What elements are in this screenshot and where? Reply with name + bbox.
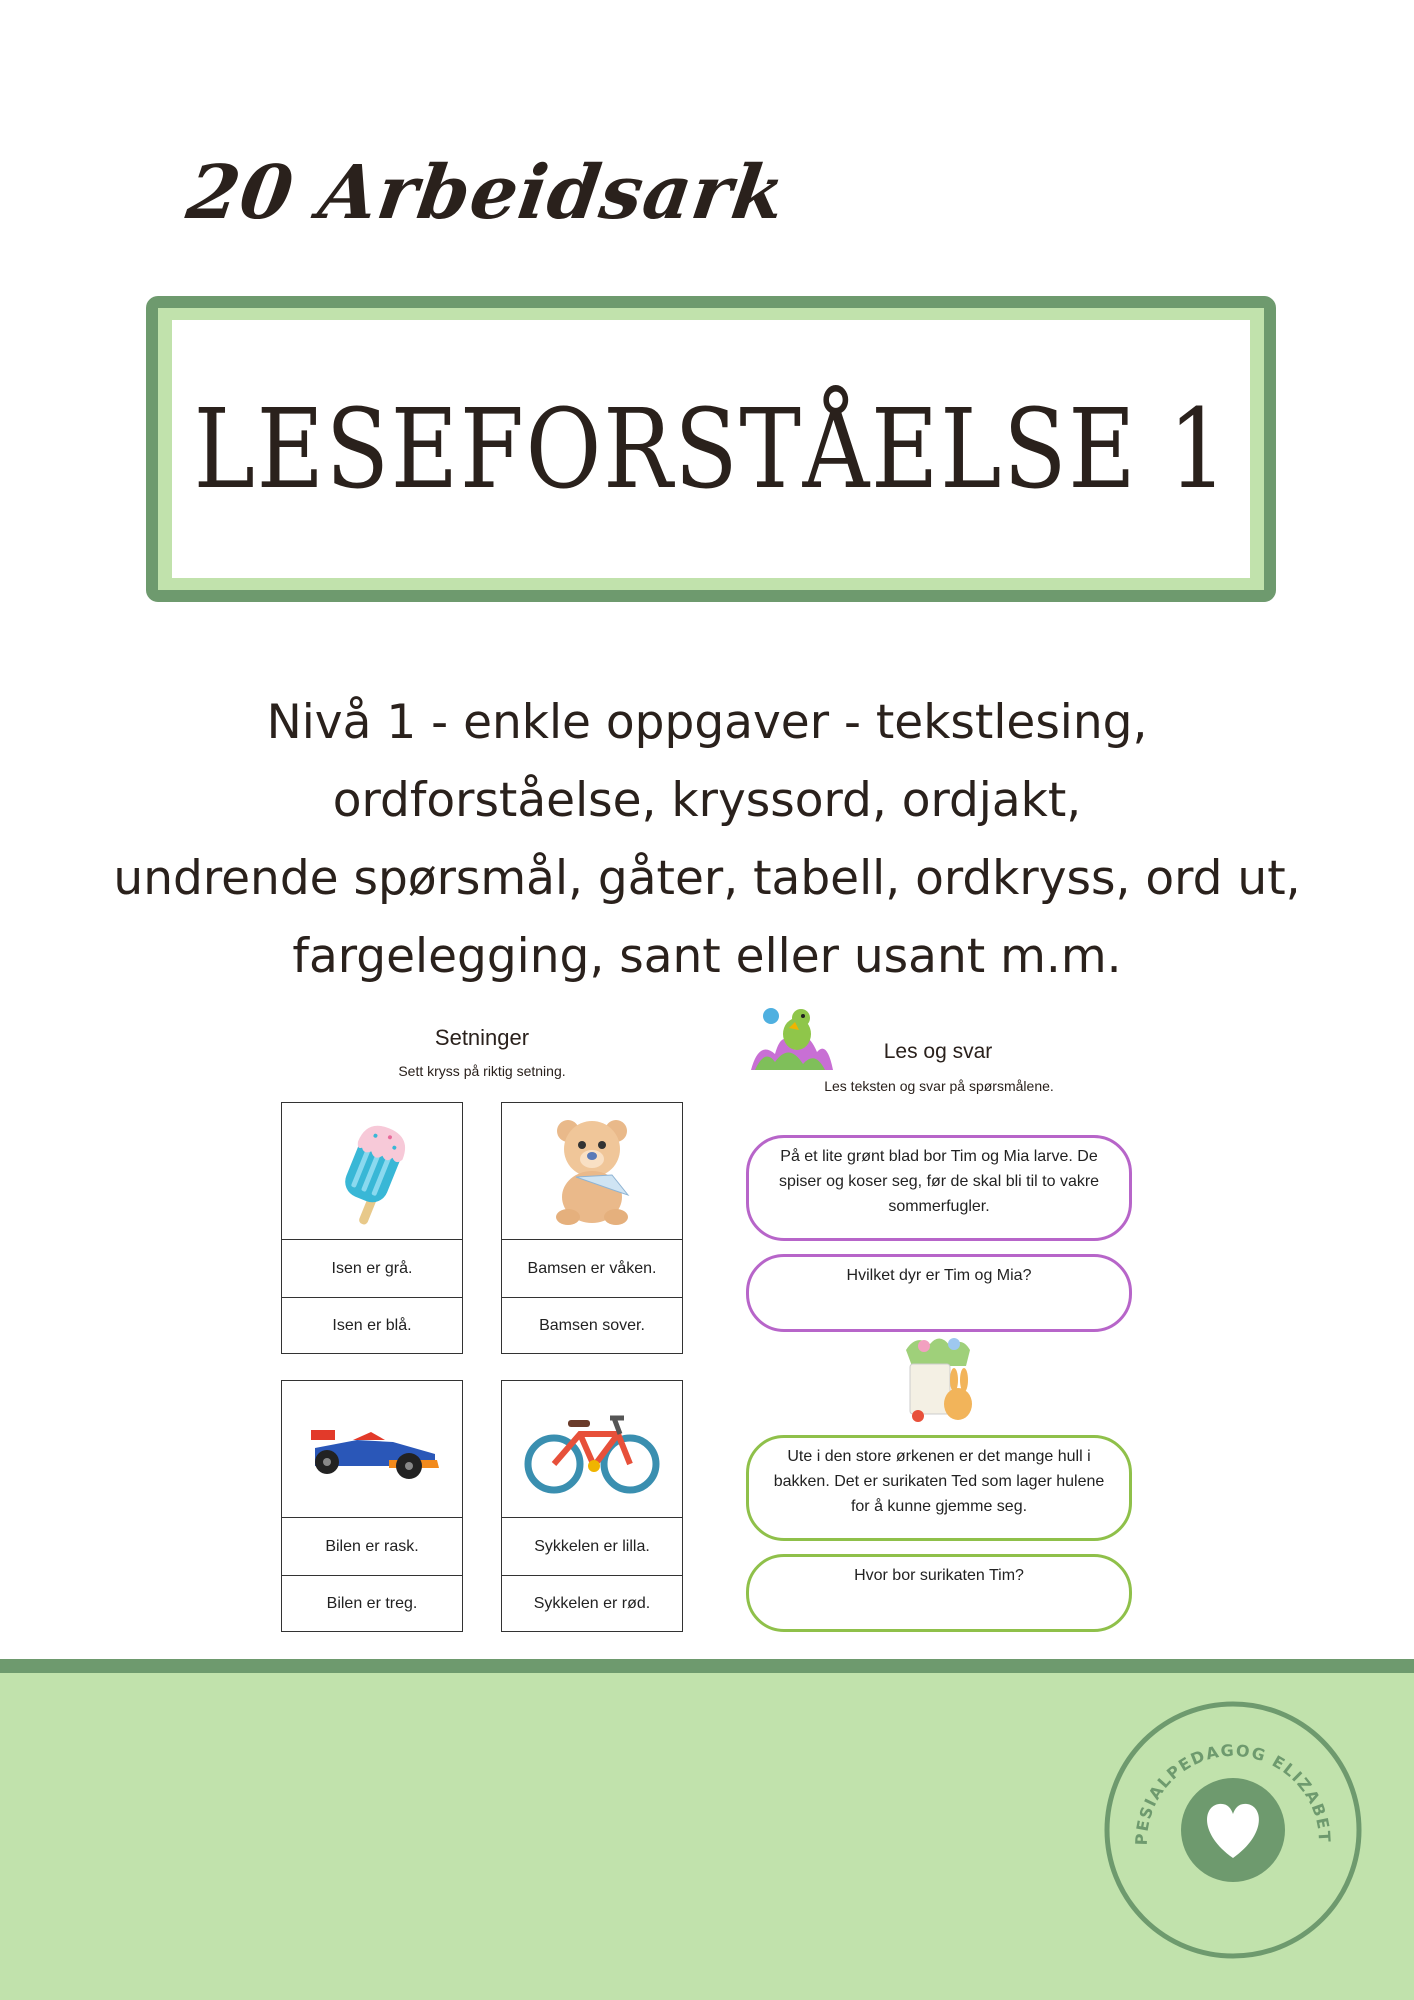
option-1: Sykkelen er lilla. — [534, 1537, 650, 1555]
preview-setninger-title: Setninger — [434, 1025, 530, 1050]
question-1: Hvilket dyr er Tim og Mia? — [746, 1254, 1132, 1332]
page-title: LESEFORSTÅELSE 1 — [193, 385, 1229, 513]
description-line: Nivå 1 - enkle oppgaver - tekstlesing, — [266, 695, 1148, 750]
title-frame — [146, 296, 1276, 602]
rabbit-book-icon — [896, 1330, 982, 1431]
option-2: Isen er blå. — [282, 1297, 462, 1354]
sentence-card — [281, 1102, 463, 1354]
preview-les-og-svar-instruction: Les teksten og svar på spørsmålene. — [824, 1078, 1054, 1094]
title-panel — [172, 320, 1250, 578]
footer-divider — [0, 1659, 1414, 1673]
sentence-card — [501, 1380, 683, 1632]
teddy-bear-icon — [502, 1103, 682, 1240]
reading-text-1: På et lite grønt blad bor Tim og Mia larve. De spiser og koser seg, før de skal bli til to vakre sommerfugler. — [746, 1135, 1132, 1241]
question-2: Hvor bor surikaten Tim? — [746, 1554, 1132, 1632]
sentence-card — [281, 1380, 463, 1632]
option-1: Bamsen er våken. — [527, 1259, 657, 1277]
description-line: fargelegging, sant eller usant m.m. — [292, 929, 1122, 984]
preview-setninger-instruction: Sett kryss på riktig setning. — [398, 1063, 566, 1079]
reading-text-2: Ute i den store ørkenen er det mange hull i bakken. Det er surikaten Ted som lager hulene for å kunne gjemme seg. — [746, 1435, 1132, 1541]
option-2: Bamsen sover. — [502, 1297, 682, 1354]
sentence-card — [501, 1102, 683, 1354]
description-line: ordforståelse, kryssord, ordjakt, — [332, 773, 1082, 828]
worksheet-count-heading: 20 Arbeidsark — [181, 150, 791, 236]
description-line: undrende spørsmål, gåter, tabell, ordkryss, ord ut, — [113, 851, 1301, 906]
option-2: Bilen er treg. — [282, 1575, 462, 1632]
bicycle-icon — [502, 1381, 682, 1518]
dinosaur-icon — [745, 1004, 835, 1077]
description — [60, 684, 1354, 996]
option-1: Bilen er rask. — [325, 1537, 419, 1555]
preview-les-og-svar-title: Les og svar — [883, 1040, 993, 1063]
brand-seal — [1103, 1700, 1363, 1960]
race-car-icon — [282, 1381, 462, 1518]
option-2: Sykkelen er rød. — [502, 1575, 682, 1632]
seal-text: PESIALPEDAGOG ELIZABET — [1131, 1740, 1335, 1846]
option-1: Isen er grå. — [331, 1259, 413, 1277]
popsicle-icon — [282, 1103, 462, 1240]
